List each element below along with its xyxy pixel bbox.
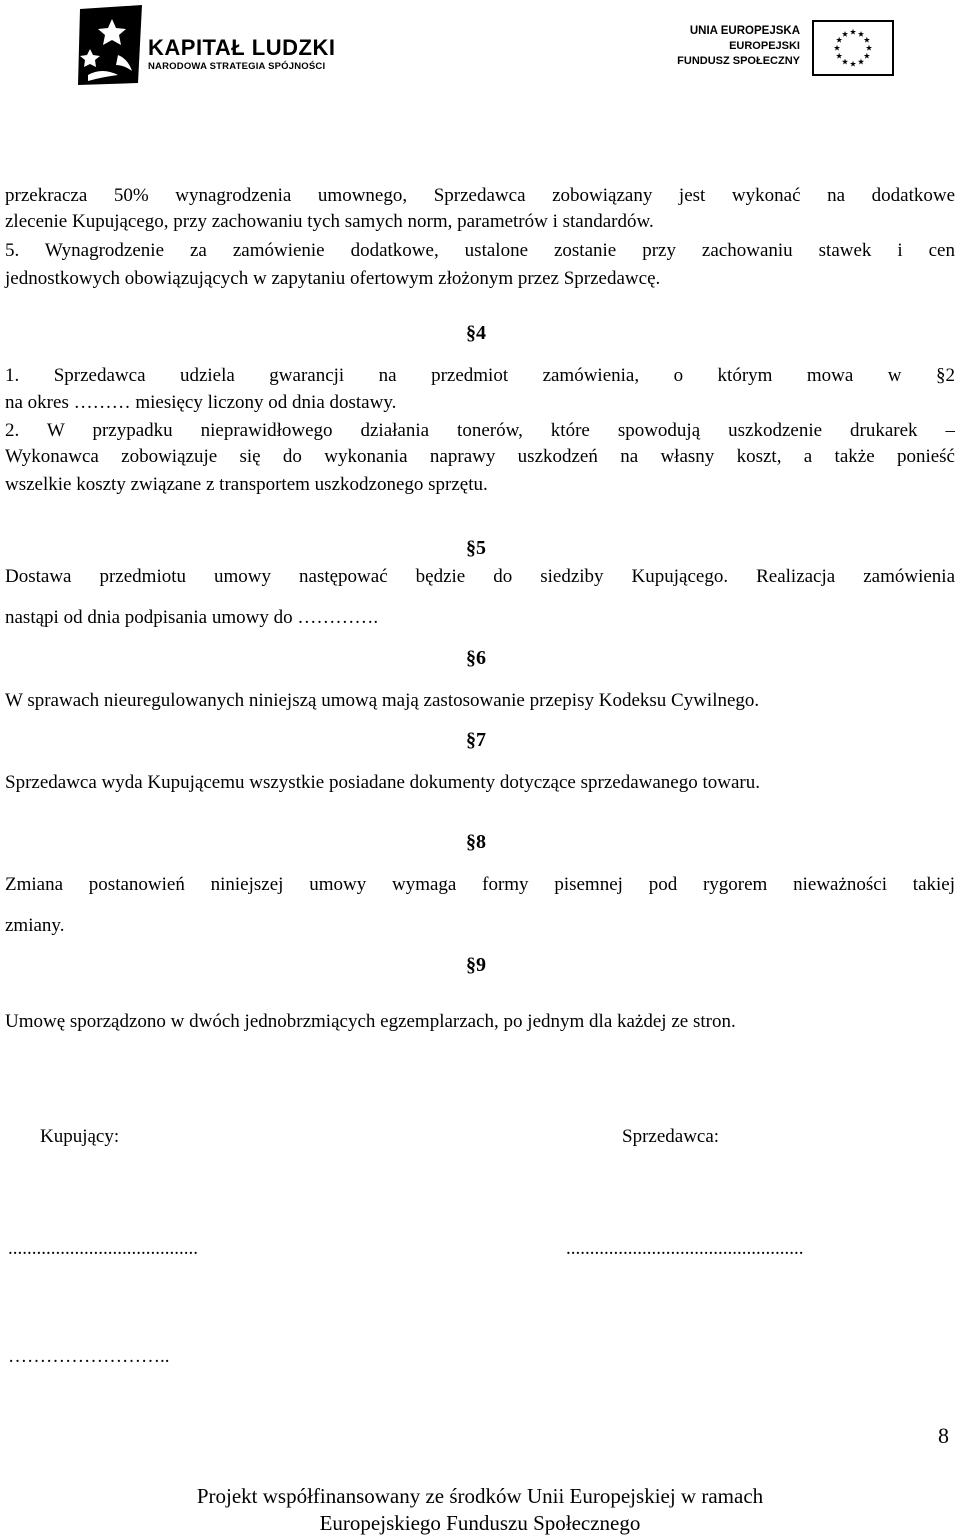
section-heading-7: §7 (466, 729, 486, 751)
eu-star (850, 61, 856, 67)
section-6-text: W sprawach nieuregulowanych niniejszą umową mają zastosowanie przepisy Kodeksu Cywilnego. (5, 690, 760, 711)
section-5-text: Dostawa przedmiotu umowy następować będzie do siedziby Kupującego. Realizacja zamówienia (5, 566, 955, 587)
section-heading-8: §8 (466, 831, 486, 853)
eu-star (842, 59, 848, 65)
section-heading-6: §6 (466, 647, 486, 669)
buyer-signature-line: ........................................ (8, 1238, 198, 1259)
section-4-point-1: 1. Sprzedawca udziela gwarancji na przedmiot zamówienia, o którym mowa w §2 (5, 365, 955, 386)
eu-star (834, 45, 840, 51)
seller-label: Sprzedawca: (622, 1126, 720, 1147)
buyer-label: Kupujący: (40, 1126, 120, 1147)
eu-star (836, 37, 842, 43)
section-heading-5: §5 (466, 537, 486, 559)
eu-logo-line2: EUROPEJSKI (729, 40, 800, 52)
kapital-ludzki-subtitle: NARODOWA STRATEGIA SPÓJNOŚCI (148, 61, 326, 72)
eu-star (836, 53, 842, 59)
eu-star (842, 31, 848, 37)
section-4-point-2: 2. W przypadku nieprawidłowego działania tonerów, które spowodują uszkodzenie drukarek – (5, 420, 955, 441)
eu-star (866, 45, 872, 51)
eu-star (858, 59, 864, 65)
section-5-text: nastąpi od dnia podpisania umowy do …………. (5, 607, 379, 628)
section-8-text: zmiany. (5, 915, 65, 936)
section-8-text: Zmiana postanowień niniejszej umowy wymaga formy pisemnej pod rygorem nieważności takiej (5, 874, 955, 895)
eu-star (864, 37, 870, 43)
kapital-ludzki-logo (78, 5, 358, 87)
eu-logo (668, 20, 898, 78)
eu-star (850, 29, 856, 35)
eu-logo-text (668, 24, 800, 69)
kapital-ludzki-title: KAPITAŁ LUDZKI (148, 35, 336, 60)
eu-logo-line1: UNIA EUROPEJSKA (689, 25, 800, 37)
extra-dotted-line: …………………….. (8, 1346, 170, 1367)
section-4-point-1-cont: na okres ……… miesięcy liczony od dnia dostawy. (5, 392, 397, 413)
section-heading-9: §9 (466, 954, 486, 976)
section-heading-4: §4 (466, 322, 486, 344)
seller-signature-line: .................................................. (566, 1238, 804, 1259)
eu-logo-line3: FUNDUSZ SPOŁECZNY (677, 55, 800, 67)
eu-flag-icon (812, 20, 894, 76)
eu-star (858, 31, 864, 37)
page-number: 8 (938, 1423, 949, 1448)
footer-line-2: Europejskiego Funduszu Społecznego (319, 1511, 641, 1535)
section-4-point-2-cont: wszelkie koszty związane z transportem uszkodzonego sprzętu. (5, 474, 488, 495)
eu-star (864, 53, 870, 59)
section-9-text: Umowę sporządzono w dwóch jednobrzmiących egzemplarzach, po jednym dla każdej ze stron. (5, 1011, 736, 1032)
paragraph-5-line: 5. Wynagrodzenie za zamówienie dodatkowe, ustalone zostanie przy zachowaniu stawek i cen (5, 240, 955, 261)
paragraph-5-line: jednostkowych obowiązujących w zapytaniu ofertowym złożonym przez Sprzedawcę. (5, 268, 661, 289)
section-7-text: Sprzedawca wyda Kupującemu wszystkie posiadane dokumenty dotyczące sprzedawanego towaru. (5, 772, 760, 793)
section-4-point-2-cont: Wykonawca zobowiązuje się do wykonania naprawy uszkodzeń na własny koszt, a także ponieść (5, 446, 955, 467)
kapital-ludzki-emblem-icon (78, 5, 144, 87)
footer-line-1: Projekt współfinansowany ze środków Unii Europejskiej w ramach (196, 1484, 764, 1508)
paragraph-line: przekracza 50% wynagrodzenia umownego, Sprzedawca zobowiązany jest wykonać na dodatkowe (5, 185, 955, 206)
paragraph-line: zlecenie Kupującego, przy zachowaniu tych samych norm, parametrów i standardów. (5, 211, 654, 232)
